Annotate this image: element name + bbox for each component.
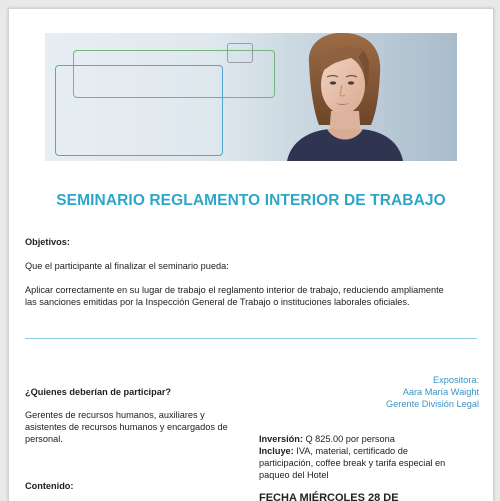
speaker-label: Expositora: — [433, 375, 479, 385]
investment-value: Q 825.00 por persona — [302, 434, 395, 444]
objectives-intro: Que el participante al finalizar el seminario pueda: — [25, 261, 229, 271]
includes-line: participación, coffee break y tarifa especial en — [259, 458, 446, 468]
includes-line — [259, 446, 408, 457]
participants-line: Gerentes de recursos humanos, auxiliares y — [25, 410, 205, 420]
speaker-role: Gerente División Legal — [386, 399, 479, 409]
content-heading: Contenido: — [25, 481, 74, 491]
investment-line — [259, 434, 395, 445]
decorative-rectangle-blue — [55, 65, 223, 156]
includes-line: paqueo del Hotel — [259, 470, 329, 480]
participants-line: asistentes de recursos humanos y encargados de — [25, 422, 228, 432]
objectives-line: las sanciones emitidas por la Inspección General de Trabajo o instituciones laborales oficiales. — [25, 297, 410, 307]
woman-portrait-image — [227, 33, 457, 161]
objectives-heading: Objetivos: — [25, 237, 70, 247]
speaker-name: Aara María Waight — [402, 387, 479, 397]
page — [8, 8, 494, 501]
investment-label: Inversión: — [259, 434, 303, 444]
participants-heading: ¿Quienes deberían de participar? — [25, 387, 172, 397]
includes-value: IVA, material, certificado de — [293, 446, 408, 456]
hero-banner — [45, 33, 457, 161]
objectives-line: Aplicar correctamente en su lugar de trabajo el reglamento interior de trabajo, reduciendo ampliamente — [25, 285, 444, 295]
divider — [25, 338, 477, 339]
event-date: FECHA MIÉRCOLES 28 DE — [259, 492, 399, 501]
includes-label: Incluye: — [259, 446, 294, 456]
participants-line: personal. — [25, 434, 63, 444]
page-title: SEMINARIO REGLAMENTO INTERIOR DE TRABAJO — [56, 192, 446, 209]
